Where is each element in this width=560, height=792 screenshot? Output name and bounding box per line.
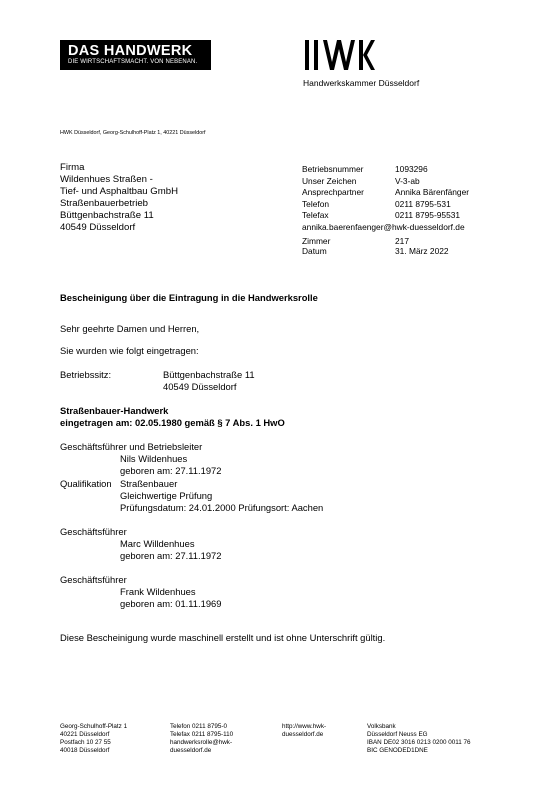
footer-line: Telefon 0211 8795-0 bbox=[170, 723, 227, 730]
zimmer-value: 217 bbox=[395, 236, 409, 246]
footer-web bbox=[282, 723, 326, 739]
recipient-line: Straßenbauerbetrieb bbox=[60, 198, 148, 209]
recipient-line: Tief- und Asphaltbau GmbH bbox=[60, 186, 179, 197]
subject: Bescheinigung über die Eintragung in die Handwerksrolle bbox=[60, 292, 318, 303]
person1-name: Nils Wildenhues bbox=[120, 453, 188, 464]
recipient-line: Büttgenbachstraße 11 bbox=[60, 210, 154, 221]
telefon-label: Telefon bbox=[302, 198, 330, 209]
telefon-value: 0211 8795-531 bbox=[395, 198, 451, 209]
footer-line: 40221 Düsseldorf bbox=[60, 731, 110, 738]
footer-line: http://www.hwk- bbox=[282, 723, 327, 730]
trade-name: Straßenbauer-Handwerk bbox=[60, 405, 169, 416]
betriebssitz-label: Betriebssitz: bbox=[60, 369, 112, 380]
zeichen-label: Unser Zeichen bbox=[302, 175, 357, 186]
salutation: Sehr geehrte Damen und Herren, bbox=[60, 323, 200, 334]
recipient-line: 40549 Düsseldorf bbox=[60, 222, 136, 233]
datum-value: 31. März 2022 bbox=[395, 245, 449, 256]
footer-contact bbox=[170, 723, 233, 755]
footer-line: handwerksrolle@hwk- bbox=[170, 739, 233, 746]
recipient-address bbox=[60, 162, 178, 234]
closing-text: Diese Bescheinigung wurde maschinell erstellt und ist ohne Unterschrift gültig. bbox=[60, 632, 386, 643]
footer-line: Telefax 0211 8795-110 bbox=[170, 731, 234, 738]
person3-role: Geschäftsführer bbox=[60, 574, 127, 585]
person1-role: Geschäftsführer und Betriebsleiter bbox=[60, 441, 203, 452]
betriebsnummer-label: Betriebsnummer bbox=[302, 164, 364, 174]
logo-handwerk-slogan: DIE WIRTSCHAFTSMACHT. VON NEBENAN. bbox=[68, 59, 198, 65]
footer-line: BIC GENODED1DNE bbox=[367, 747, 428, 754]
footer-line: IBAN DE02 3016 0213 0200 0011 76 bbox=[367, 739, 471, 746]
footer-bank bbox=[367, 723, 471, 755]
datum-label: Datum bbox=[302, 245, 327, 256]
person3-born: geboren am: 01.11.1969 bbox=[120, 598, 222, 609]
ansprech-label: Ansprechpartner bbox=[302, 187, 364, 197]
footer-line: Volksbank bbox=[367, 723, 396, 730]
footer-line: Düsseldorf Neuss EG bbox=[367, 731, 428, 738]
footer-address bbox=[60, 723, 127, 755]
betriebssitz-city: 40549 Düsseldorf bbox=[163, 381, 237, 392]
logo-handwerk-text: DAS HANDWERK bbox=[68, 43, 193, 59]
hwk-name: Handwerkskammer Düsseldorf bbox=[303, 78, 420, 88]
qualification-line: Straßenbauer bbox=[120, 478, 178, 489]
email-value: annika.baerenfaenger@hwk-duesseldorf.de bbox=[302, 221, 465, 232]
hwk-logo-icon bbox=[305, 40, 375, 70]
person2-born: geboren am: 27.11.1972 bbox=[120, 550, 222, 561]
footer-line: 40018 Düsseldorf bbox=[60, 747, 110, 754]
footer-line: duesseldorf.de bbox=[170, 747, 212, 754]
footer-line: duesseldorf.de bbox=[282, 731, 324, 738]
trade-entry: eingetragen am: 02.05.1980 gemäß § 7 Abs. 1 HwO bbox=[60, 417, 285, 428]
zeichen-value: V-3-ab bbox=[395, 175, 420, 186]
sender-line: HWK Düsseldorf, Georg-Schulhoff-Platz 1, 40221 Düsseldorf bbox=[60, 130, 206, 136]
das-handwerk-logo bbox=[60, 40, 211, 70]
zimmer-label: Zimmer bbox=[302, 236, 331, 246]
ansprech-value: Annika Bärenfänger bbox=[395, 187, 470, 197]
telefax-value: 0211 8795-95531 bbox=[395, 210, 461, 220]
betriebssitz-street: Büttgenbachstraße 11 bbox=[163, 369, 255, 380]
qualification-line: Prüfungsdatum: 24.01.2000 Prüfungsort: Aachen bbox=[120, 502, 324, 513]
person1-born: geboren am: 27.11.1972 bbox=[120, 465, 222, 476]
person2-role: Geschäftsführer bbox=[60, 526, 127, 537]
qualification-line: Gleichwertige Prüfung bbox=[120, 490, 213, 501]
footer-line: Georg-Schulhoff-Platz 1 bbox=[60, 723, 128, 730]
person3-name: Frank Wildenhues bbox=[120, 586, 196, 597]
telefax-label: Telefax bbox=[302, 210, 329, 220]
footer-line: Postfach 10 27 55 bbox=[60, 739, 111, 746]
qualification-label: Qualifikation bbox=[60, 478, 112, 489]
recipient-line: Wildenhues Straßen - bbox=[60, 174, 153, 185]
recipient-line: Firma bbox=[60, 162, 85, 173]
person2-name: Marc Willdenhues bbox=[120, 538, 195, 549]
intro-text: Sie wurden wie folgt eingetragen: bbox=[60, 345, 199, 356]
betriebsnummer-value: 1093296 bbox=[395, 164, 428, 174]
